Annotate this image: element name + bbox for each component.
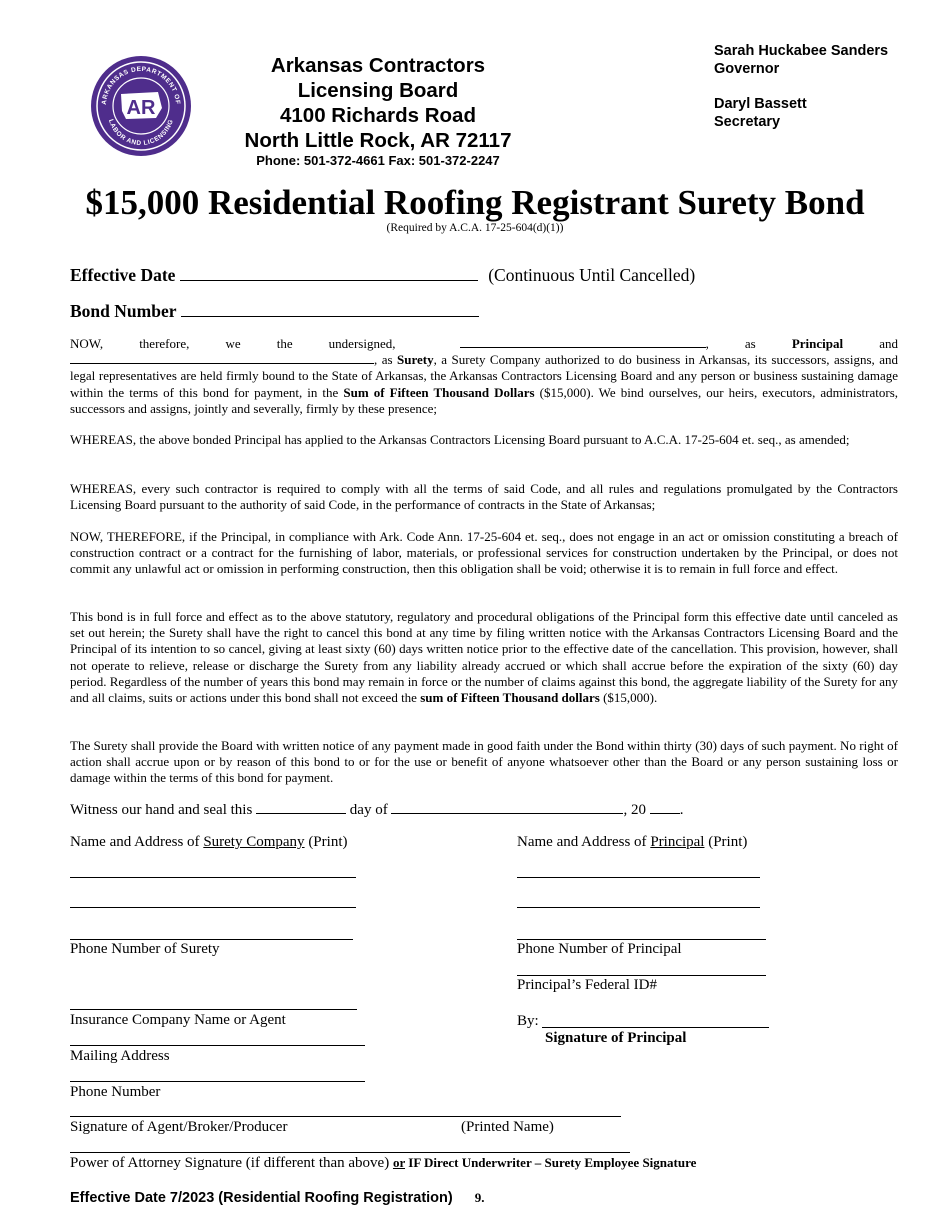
officials-block <box>714 43 888 131</box>
paragraph-whereas-1: WHEREAS, the above bonded Principal has applied to the Arkansas Contractors Licensing Board pursuant to A.C.A. 17-25-604 et. seq., as amended; <box>70 432 850 447</box>
principal-name-field[interactable] <box>460 336 706 348</box>
mailing-address-line[interactable] <box>70 1045 365 1046</box>
poa-signature-label: Power of Attorney Signature (if different than above) or IF Direct Underwriter – Surety Employee Signature <box>70 1155 697 1171</box>
insurance-company-label: Insurance Company Name or Agent <box>70 1012 286 1028</box>
witness-day-field[interactable] <box>256 801 346 814</box>
surety-name-address-label: Name and Address of Surety Company (Print) <box>70 834 348 850</box>
witness-line: Witness our hand and seal this day of , 20 . <box>70 802 684 818</box>
principal-address-line-2[interactable] <box>517 907 760 908</box>
document-title: $15,000 Residential Roofing Registrant Surety Bond <box>85 183 865 222</box>
phone-principal-label: Phone Number of Principal <box>517 941 682 957</box>
federal-id-label: Principal’s Federal ID# <box>517 977 657 993</box>
phone-number-label: Phone Number <box>70 1084 161 1100</box>
surety-name-field[interactable] <box>70 352 374 364</box>
effective-date-row <box>70 265 695 286</box>
seal-arc-text-top: ARKANSAS DEPARTMENT OF <box>100 65 182 106</box>
witness-year-field[interactable] <box>650 801 680 814</box>
by-label: By: <box>517 1013 539 1029</box>
bond-number-label: Bond Number <box>70 301 177 321</box>
agency-city: North Little Rock, AR 72117 <box>244 129 512 152</box>
principal-name-address-label: Name and Address of Principal (Print) <box>517 834 748 850</box>
seal-arc-text-bottom: LABOR AND LICENSING <box>106 118 176 148</box>
printed-name-label: (Printed Name) <box>461 1119 554 1135</box>
bond-number-row <box>70 301 479 322</box>
paragraph-whereas-2: WHEREAS, every such contractor is required to comply with all the terms of said Code, and all rules and regulations promulgated by the Contractors Licensing Board pursuant to the authority of said Code, in the performance of contracts in the State of Arkansas; <box>70 481 898 513</box>
agent-signature-label: Signature of Agent/Broker/Producer <box>70 1119 288 1135</box>
governor-name: Sarah Huckabee Sanders <box>714 43 889 59</box>
agency-name-line-2: Licensing Board <box>297 79 459 102</box>
principal-signature-line[interactable] <box>542 1027 769 1028</box>
surety-address-line-1[interactable] <box>70 877 356 878</box>
footer-effective-date: Effective Date 7/2023 (Residential Roofing Registration) <box>70 1190 453 1206</box>
secretary-title: Secretary <box>714 113 781 130</box>
department-seal-logo <box>86 56 196 156</box>
governor-title: Governor <box>714 60 780 77</box>
paragraph-notice: The Surety shall provide the Board with written notice of any payment made in good faith under the Bond within thirty (30) days of such payment. No right of action shall accrue upon or by reason of this bond to or for the use or benefit of anyone whatsoever other than the Board or any person sustaining loss or damage within the terms of this bond for payment. <box>70 738 898 786</box>
agency-phone-fax: Phone: 501-372-4661 Fax: 501-372-2247 <box>256 153 500 168</box>
signature-principal-label: Signature of Principal <box>545 1030 687 1046</box>
surety-address-line-2[interactable] <box>70 907 356 908</box>
bond-number-field[interactable] <box>181 302 479 317</box>
agent-signature-line[interactable] <box>70 1116 621 1117</box>
paragraph-binding: NOW, therefore, we the undersigned, , as Principal and , as Surety, a Surety Company authorized to do business in Arkansas, its successors, assigns, and legal representatives are held firmly bound to the State of Arkansas, the Arkansas Contractors Licensing Board and any person or business sustaining damage within the terms of this bond for payment, in the Sum of Fifteen Thousand Dollars ($15,000). We bind ourselves, our heirs, executors, administrators, successors and assigns, jointly and severally, firmly by these presence; <box>70 336 899 416</box>
agency-name-line-1: Arkansas Contractors <box>270 54 486 77</box>
principal-address-line-1[interactable] <box>517 877 760 878</box>
agency-header <box>210 53 546 169</box>
witness-month-field[interactable] <box>391 801 623 814</box>
page-number: 9. <box>474 1190 485 1205</box>
insurance-company-line[interactable] <box>70 1009 357 1010</box>
paragraph-cancellation: This bond is in full force and effect as to the above statutory, regulatory and procedural obligations of the Principal form this effective date until canceled as set out herein; the Surety shall have the right to cancel this bond at any time by filing written notice with the Arkansas Contractors Licensing Board and the Principal of its intention to so cancel, giving at least sixty (60) days written notice prior to the effective date of the cancellation. This provision, however, shall not operate to relieve, release or discharge the Surety from any liability already accrued or which shall accrue before the expiration of the sixty (60) day period. Regardless of the number of years this bond may remain in force or the number of claims against this bond, the aggregate liability of the Surety for any and all claims, suits or actions under this bond shall not exceed the sum of Fifteen Thousand dollars ($15,000). <box>70 609 898 706</box>
poa-signature-line[interactable] <box>70 1152 630 1153</box>
seal-monogram: AR <box>126 97 156 119</box>
statute-reference: (Required by A.C.A. 17-25-604(d)(1)) <box>386 222 564 234</box>
mailing-address-label: Mailing Address <box>70 1048 170 1064</box>
effective-date-field[interactable] <box>180 266 478 281</box>
phone-number-line[interactable] <box>70 1081 365 1082</box>
effective-date-label: Effective Date <box>70 265 176 285</box>
footer <box>70 1190 485 1206</box>
paragraph-now-therefore: NOW, THEREFORE, if the Principal, in compliance with Ark. Code Ann. 17-25-604 et. seq., does not engage in an act or omission constituting a breach of construction contract or a contract for the furnishing of labor, materials, or professional services for construction undertaken by the Principal, or does not commit any unlawful act or omission in performing construction, then this obligation shall be void; otherwise it is to remain in full force and effect. <box>70 529 898 577</box>
effective-date-note: (Continuous Until Cancelled) <box>488 265 696 285</box>
agency-street: 4100 Richards Road <box>280 104 476 127</box>
phone-surety-label: Phone Number of Surety <box>70 941 220 957</box>
secretary-name: Daryl Bassett <box>714 96 807 112</box>
